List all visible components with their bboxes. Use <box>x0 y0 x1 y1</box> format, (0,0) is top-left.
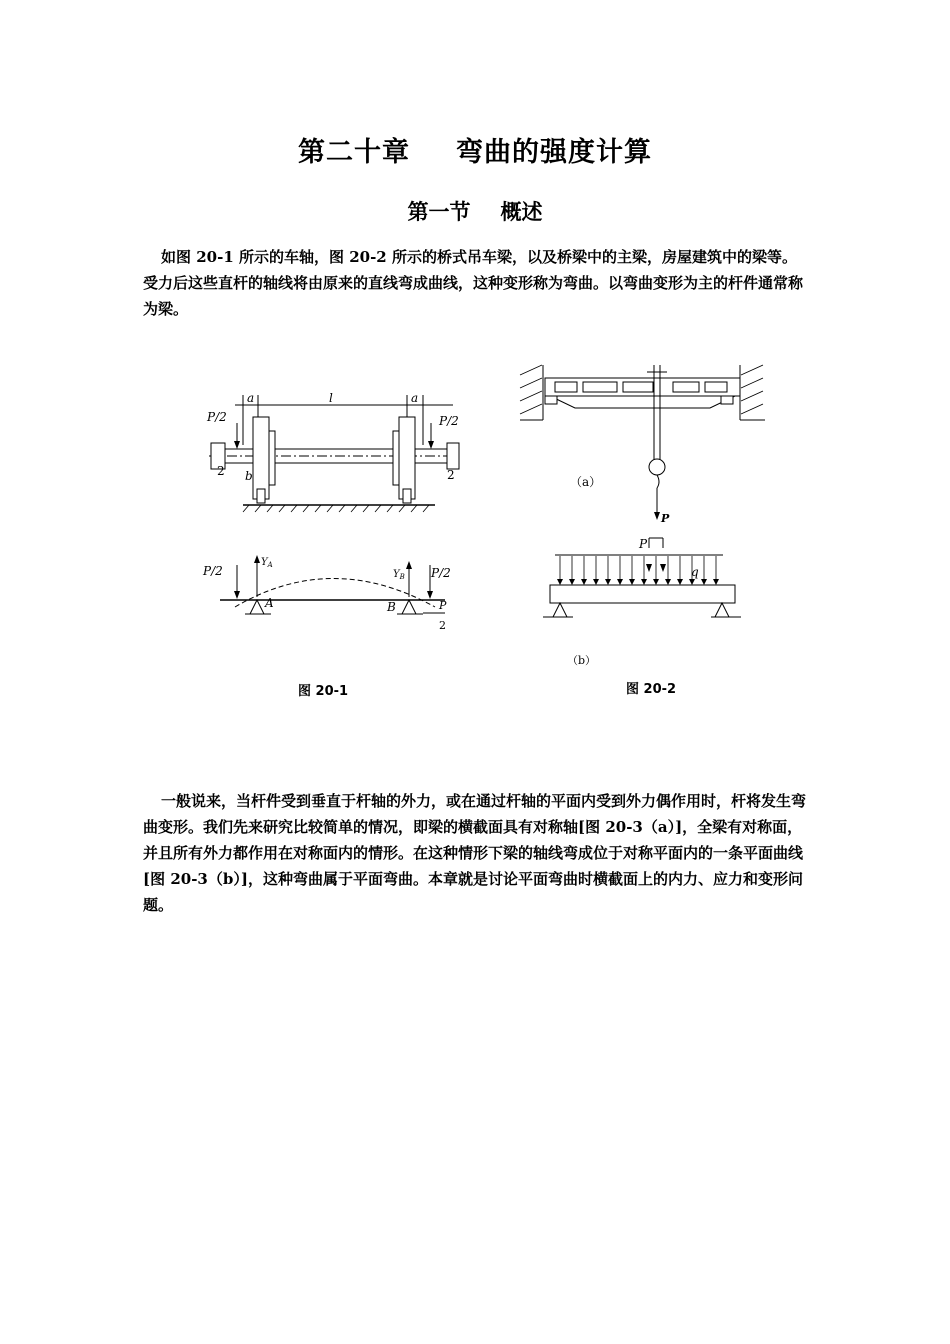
chapter-name: 弯曲的强度计算 <box>456 137 652 168</box>
chapter-title <box>0 130 950 169</box>
label-p-top: P <box>661 512 670 525</box>
load-p2-bottom-left: P/2 <box>203 564 223 578</box>
load-p2-bottom-right: P/2 <box>431 566 451 580</box>
dim-l: l <box>329 391 333 405</box>
label-b: （b） <box>567 654 597 667</box>
load-p2-right: P/2 <box>439 414 459 428</box>
axle-diagram <box>195 385 470 635</box>
load-p2-left: P/2 <box>207 410 227 424</box>
label-a: （a） <box>570 475 602 489</box>
support-b-label: B <box>387 600 396 614</box>
chapter-number: 第二十章 <box>298 137 410 168</box>
reaction-ya: $Y_A$ <box>261 557 273 569</box>
intro-paragraph: 如图 20-1 所示的车轴，图 20-2 所示的桥式吊车梁，以及桥梁中的主梁，房屋建筑中的梁等。受力后这些直杆的轴线将由原来的直线弯成曲线，这种变形称为弯曲。以弯曲变形为主的杆件通常称为梁。 <box>143 248 804 318</box>
section-title <box>0 196 950 226</box>
bottom-p-label: P <box>439 599 447 612</box>
reaction-yb: $Y_B$ <box>393 569 405 581</box>
figure-20-1-caption: 图 20-1 <box>298 684 349 699</box>
figure-20-1 <box>195 385 470 635</box>
dim-b: b <box>245 469 253 483</box>
bending-paragraph: 一般说来，当杆件受到垂直于杆轴的外力，或在通过杆轴的平面内受到外力偶作用时，杆将发生弯曲变形。我们先来研究比较简单的情况，即梁的横截面具有对称轴[图 20-3（a）]，全梁有对称面，并且所有外力都作用在对称面内的情形。在这种情形下梁的轴线弯成位于对称平面内的一条平面曲线[图 20-3（b）]，这种弯曲属于平面弯曲。本章就是讨论平面弯曲时横截面上的内力、应力和变形问题。 <box>143 792 807 914</box>
figure-20-2 <box>515 360 770 670</box>
support-a-label: A <box>265 596 274 610</box>
bottom-half-label: 2 <box>439 619 446 632</box>
half-right: 2 <box>447 468 455 482</box>
section-name: 概述 <box>500 200 543 224</box>
figure-20-2-caption: 图 20-2 <box>626 682 677 697</box>
crane-diagram <box>515 360 770 670</box>
section-number: 第一节 <box>407 200 471 224</box>
label-q: q <box>691 565 699 579</box>
half-left: 2 <box>217 464 225 478</box>
dim-a-right: a <box>411 391 419 405</box>
label-p: P <box>639 537 648 551</box>
dim-a-left: a <box>247 391 255 405</box>
